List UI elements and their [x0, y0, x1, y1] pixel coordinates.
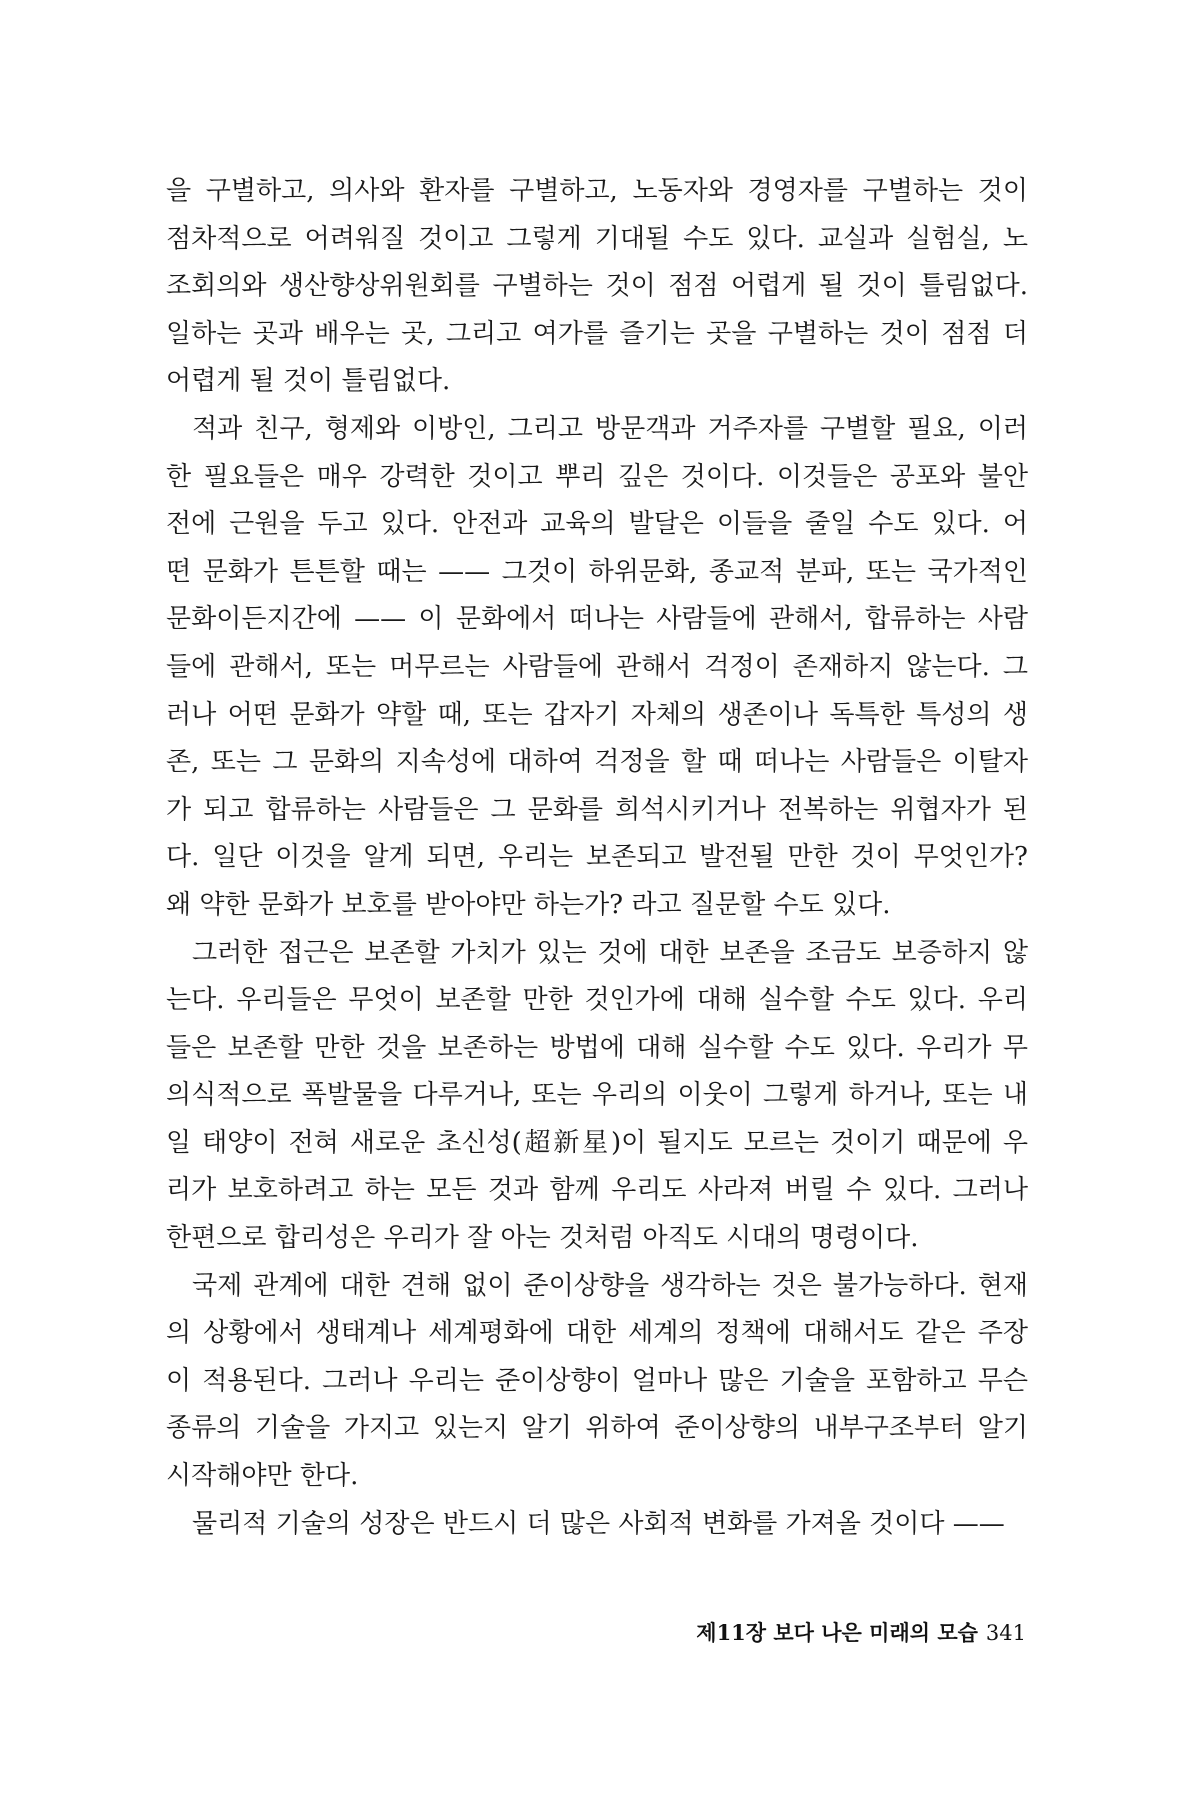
text-line: 일 태양이 전혀 새로운 초신성(超新星)이 될지도 모르는 것이기 때문에 우 — [166, 1127, 1028, 1158]
text-line: 일하는 곳과 배우는 곳, 그리고 여가를 즐기는 곳을 구별하는 것이 점점 더 — [166, 318, 1028, 349]
text-line: 다. 일단 이것을 알게 되면, 우리는 보존되고 발전될 만한 것이 무엇인가? — [166, 842, 1028, 873]
text-line: 왜 약한 문화가 보호를 받아야만 하는가? 라고 질문할 수도 있다. — [166, 889, 891, 920]
body-text — [166, 168, 1028, 1548]
running-footer — [696, 1617, 1026, 1647]
text-line: 한 필요들은 매우 강력한 것이고 뿌리 깊은 것이다. 이것들은 공포와 불안 — [166, 461, 1028, 492]
text-line: 는다. 우리들은 무엇이 보존할 만한 것인가에 대해 실수할 수도 있다. 우리 — [166, 985, 1028, 1016]
text-line: 시작해야만 한다. — [166, 1461, 359, 1492]
text-line: 떤 문화가 튼튼할 때는 —— 그것이 하위문화, 종교적 분파, 또는 국가적인 — [166, 556, 1028, 587]
text-line: 어렵게 될 것이 틀림없다. — [166, 366, 451, 397]
text-line: 존, 또는 그 문화의 지속성에 대하여 걱정을 할 때 떠나는 사람들은 이탈자 — [166, 747, 1028, 778]
text-line: 문화이든지간에 —— 이 문화에서 떠나는 사람들에 관해서, 합류하는 사람 — [166, 604, 1028, 635]
text-line: 이 적용된다. 그러나 우리는 준이상향이 얼마나 많은 기술을 포함하고 무슨 — [166, 1365, 1028, 1396]
text-line: 러나 어떤 문화가 약할 때, 또는 갑자기 자체의 생존이나 독특한 특성의 생 — [166, 699, 1028, 730]
chapter-title: 제11장 보다 나은 미래의 모습 — [696, 1620, 978, 1645]
text-line: 전에 근원을 두고 있다. 안전과 교육의 발달은 이들을 줄일 수도 있다. 어 — [166, 509, 1028, 540]
text-line: 조회의와 생산향상위원회를 구별하는 것이 점점 어렵게 될 것이 틀림없다. — [166, 271, 1028, 302]
text-line: 물리적 기술의 성장은 반드시 더 많은 사회적 변화를 가져올 것이다 —— — [192, 1508, 1005, 1539]
text-line: 리가 보호하려고 하는 모든 것과 함께 우리도 사라져 버릴 수 있다. 그러나 — [166, 1175, 1028, 1206]
page-number: 341 — [985, 1621, 1026, 1645]
text-line: 한편으로 합리성은 우리가 잘 아는 것처럼 아직도 시대의 명령이다. — [166, 1223, 919, 1254]
text-line: 점차적으로 어려워질 것이고 그렇게 기대될 수도 있다. 교실과 실험실, 노 — [166, 223, 1028, 254]
text-line: 들은 보존할 만한 것을 보존하는 방법에 대해 실수할 수도 있다. 우리가 무 — [166, 1032, 1028, 1063]
text-line: 종류의 기술을 가지고 있는지 알기 위하여 준이상향의 내부구조부터 알기 — [166, 1413, 1028, 1444]
text-line: 들에 관해서, 또는 머무르는 사람들에 관해서 걱정이 존재하지 않는다. 그 — [166, 651, 1028, 682]
text-line: 을 구별하고, 의사와 환자를 구별하고, 노동자와 경영자를 구별하는 것이 — [166, 176, 1028, 206]
text-line: 의식적으로 폭발물을 다루거나, 또는 우리의 이웃이 그렇게 하거나, 또는 내 — [166, 1080, 1028, 1111]
text-line: 국제 관계에 대한 견해 없이 준이상향을 생각하는 것은 불가능하다. 현재 — [192, 1270, 1028, 1301]
text-line: 적과 친구, 형제와 이방인, 그리고 방문객과 거주자를 구별할 필요, 이러 — [192, 413, 1028, 444]
text-line: 가 되고 합류하는 사람들은 그 문화를 희석시키거나 전복하는 위협자가 된 — [166, 794, 1028, 825]
text-line: 의 상황에서 생태계나 세계평화에 대한 세계의 정책에 대해서도 같은 주장 — [166, 1318, 1028, 1349]
text-line: 그러한 접근은 보존할 가치가 있는 것에 대한 보존을 조금도 보증하지 않 — [192, 937, 1028, 968]
